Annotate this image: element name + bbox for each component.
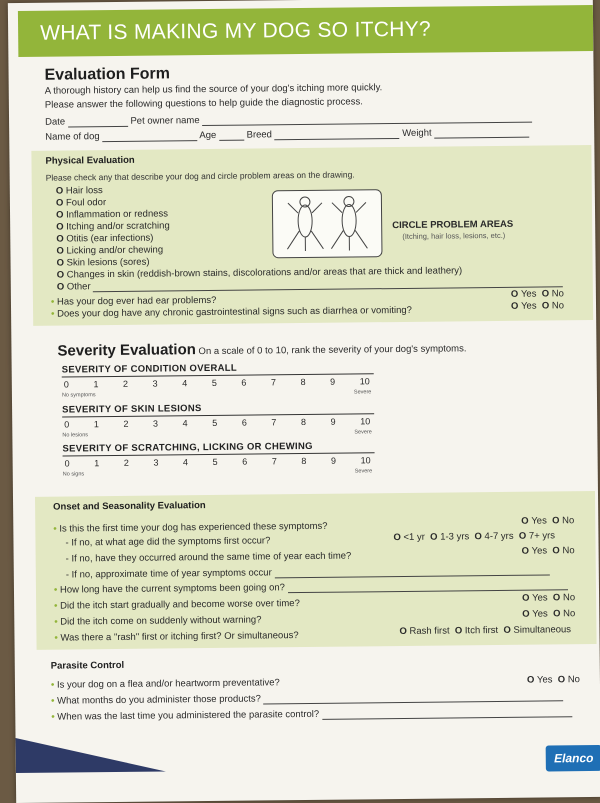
scale-scratching-10[interactable]: 10 [360,455,371,466]
question-last-time: • When was the last time you administered the parasite control? [51,709,319,723]
scale-scratching-6[interactable]: 6 [242,456,248,467]
scale-scratching-0[interactable]: 0 [64,458,70,469]
ear-yes-option[interactable]: O Yes [511,289,537,300]
preventative-answer [527,674,580,686]
physical-instruction: Please check any that describe your dog and circle problem areas on the drawing. [45,169,355,183]
scale-title-scratching: SEVERITY OF SCRATCHING, LICKING OR CHEWING [62,440,313,455]
sudden-answer [522,608,575,620]
scale-lesions-8[interactable]: 8 [300,416,307,428]
question-rash: • Was there a "rash" first or itching first? Or simultaneous? [54,630,298,644]
intro-line-2: Please answer the following questions to help guide the diagnostic process. [44,96,363,111]
gradual-yes-option[interactable]: O Yes [522,592,548,603]
scale-lesions-7[interactable]: 7 [271,417,277,428]
scale-overall-0[interactable]: 0 [63,379,69,390]
owner-label: Pet owner name [130,115,200,127]
first-time-no-option[interactable]: O No [552,515,574,526]
checkbox-itching[interactable]: O Itching and/or scratching [56,220,170,232]
age-field[interactable] [219,130,244,141]
scale-lesions-0[interactable]: 0 [64,419,70,430]
checkbox-licking[interactable]: O Licking and/or chewing [56,244,163,256]
question-gradual: • Did the itch start gradually and become worse over time? [54,598,300,612]
circle-subtitle: (Itching, hair loss, lesions, etc.) [402,230,506,241]
dogname-label: Name of dog [45,131,100,143]
checkbox-other[interactable]: O Other [57,281,91,292]
scale-title-overall: SEVERITY OF CONDITION OVERALL [61,362,238,376]
scale-scratching-3[interactable]: 3 [153,457,159,468]
ear-answer [511,288,564,300]
scale-lesions-1[interactable]: 1 [93,419,99,430]
checkbox-hair-loss[interactable]: O Hair loss [56,185,103,196]
breed-label: Breed [246,129,272,141]
question-gi-signs: • Does your dog have any chronic gastrointestinal signs such as diarrhea or vomiting? [51,305,412,320]
sudden-yes-option[interactable]: O Yes [522,608,548,619]
scale-overall-9[interactable]: 9 [330,376,336,387]
breed-field[interactable] [275,128,400,140]
scale-scratching [65,455,371,468]
dog-row [45,127,529,143]
scale-overall-10[interactable]: 10 [359,376,370,387]
scale-scratching-4[interactable]: 4 [182,457,189,468]
first-time-answer [521,515,574,527]
question-sudden: • Did the itch come on suddenly without warning? [54,614,261,627]
question-months: • What months do you administer those products? [51,693,261,706]
scale-lesions-6[interactable]: 6 [241,417,247,428]
scale-lesions-3[interactable]: 3 [152,418,159,429]
checkbox-foul-odor[interactable]: O Foul odor [56,197,106,209]
question-first-time: • Is this the first time your dog has experienced these symptoms? [53,521,327,535]
scale-overall-7[interactable]: 7 [270,377,277,388]
question-season: - If no, approximate time of year symptoms occur [65,567,272,581]
sudden-no-option[interactable]: O No [553,608,575,619]
months-field[interactable] [264,690,564,704]
scale-scratching-low: No signs [62,471,85,478]
evaluation-form-page [8,0,600,803]
gradual-no-option[interactable]: O No [553,592,575,603]
scale-overall-2[interactable]: 2 [122,378,129,389]
checkbox-inflammation[interactable]: O Inflammation or redness [56,208,168,220]
scale-overall-6[interactable]: 6 [241,377,247,388]
date-field[interactable] [68,116,128,128]
scale-overall-1[interactable]: 1 [93,379,99,390]
scale-scratching-high: Severe [354,468,373,475]
checkbox-otitis[interactable]: O Otitis (ear infections) [56,233,153,245]
gradual-answer [522,592,575,604]
itch-first-option[interactable]: O Itch first [455,625,498,636]
scale-overall-8[interactable]: 8 [300,376,306,388]
scale-lesions-high: Severe [354,429,372,436]
page-title: WHAT IS MAKING MY DOG SO ITCHY? [18,5,593,57]
same-time-answer [522,545,575,557]
gi-yes-option[interactable]: O Yes [511,301,537,312]
scale-lesions-10[interactable]: 10 [360,416,371,427]
scale-lesions-5[interactable]: 5 [212,417,218,428]
age-4-7-option[interactable]: O 4-7 yrs [474,531,513,542]
preventative-no-option[interactable]: O No [558,674,580,685]
scale-scratching-2[interactable]: 2 [123,457,129,468]
date-label: Date [45,116,66,128]
simultaneous-option[interactable]: O Simultaneous [503,624,571,636]
scale-overall-4[interactable]: 4 [182,378,188,389]
first-time-yes-option[interactable]: O Yes [521,515,547,526]
question-age-first: - If no, at what age did the symptoms first occur? [65,535,271,549]
question-preventative: • Is your dog on a flea and/or heartworm preventative? [51,677,280,690]
scale-scratching-1[interactable]: 1 [94,458,100,469]
scale-overall-3[interactable]: 3 [152,378,158,389]
dog-silhouette-icon [273,190,382,257]
rash-answer [399,624,571,637]
scale-overall-low: No symptoms [61,392,96,399]
scale-lesions-low: No lesions [62,432,89,439]
rash-first-option[interactable]: O Rash first [399,625,449,637]
same-time-no-option[interactable]: O No [552,545,574,556]
months-row [51,690,564,706]
gi-no-option[interactable]: O No [542,300,564,311]
scale-overall [64,376,370,389]
elanco-logo: Elanco [546,745,600,772]
section-title-parasite: Parasite Control [50,659,125,672]
circle-title: CIRCLE PROBLEM AREAS [392,218,514,232]
age-lt1-option[interactable]: O <1 yr [393,532,425,543]
preventative-yes-option[interactable]: O Yes [527,674,553,685]
question-ear-problems: • Has your dog ever had ear problems? [51,295,217,308]
scale-lesions-9[interactable]: 9 [330,416,336,427]
corner-decoration [16,736,166,773]
owner-field[interactable] [202,112,532,126]
dogname-field[interactable] [102,130,197,142]
ear-no-option[interactable]: O No [542,288,564,299]
scale-overall-high: Severe [353,389,372,396]
section-title-evaluation: Evaluation Form [44,65,171,84]
last-time-row [51,706,572,722]
question-duration: • How long have the current symptoms been going on? [54,582,285,595]
age-answer [393,530,555,543]
last-time-field[interactable] [322,706,572,720]
checkbox-skin-changes[interactable]: O Changes in skin (reddish-brown stains, discolorations and/or areas that are thick and leathery) [57,265,463,280]
scale-scratching-8[interactable]: 8 [301,455,307,467]
scale-scratching-7[interactable]: 7 [271,456,277,467]
age-7plus-option[interactable]: O 7+ yrs [519,530,555,541]
age-1-3-option[interactable]: O 1-3 yrs [430,531,469,542]
gi-answer [511,300,564,312]
dog-drawing[interactable] [272,189,383,258]
scale-lesions [64,416,370,429]
section-title-onset: Onset and Seasonality Evaluation [53,500,206,513]
weight-field[interactable] [434,127,529,139]
severity-header [57,338,466,359]
scale-title-lesions: SEVERITY OF SKIN LESIONS [62,403,202,416]
scale-lesions-4[interactable]: 4 [182,418,188,429]
section-title-severity: Severity Evaluation [57,341,196,360]
scale-overall-5[interactable]: 5 [211,377,217,388]
weight-label: Weight [402,127,432,139]
question-same-time: - If no, have they occurred around the same time of year each time? [65,550,352,565]
scale-scratching-9[interactable]: 9 [330,455,337,466]
scale-scratching-5[interactable]: 5 [212,456,218,467]
section-title-physical: Physical Evaluation [45,154,135,167]
checkbox-skin-lesions[interactable]: O Skin lesions (sores) [56,257,149,269]
intro-line-1: A thorough history can help us find the source of your dog's itching more quickly. [44,82,383,97]
date-row [45,112,532,128]
age-label: Age [199,129,217,142]
severity-subtitle: On a scale of 0 to 10, rank the severity of your dog's symptoms. [198,343,467,358]
scale-lesions-2[interactable]: 2 [123,418,129,429]
same-time-yes-option[interactable]: O Yes [522,545,548,556]
